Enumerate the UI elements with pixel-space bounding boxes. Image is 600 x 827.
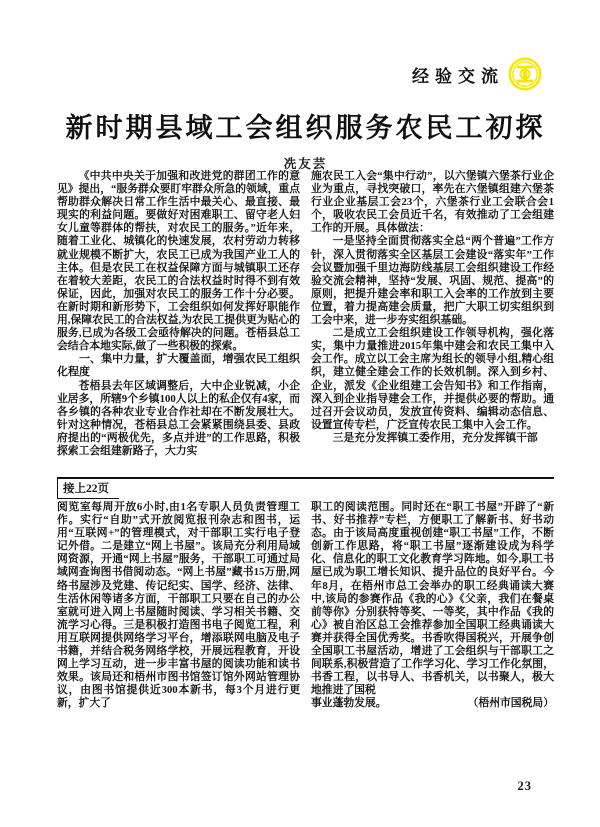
paragraph: 二是成立工会组织建设工作领导机构，强化落实，集中力量推进2015年集中建会和农民工集中入会工作。成立以工会主席为组长的领导小组,精心组织，建立健全建会工作的长效机制。深入到乡村、企业，派发《企业组建工会告知书》和工作指南，深入到企业指导建会工作，并提供必要的帮助。通过召开会议动员，发放宣传资料、编辑动态信息、设置宣传专栏，广泛宣传农民工集中入会工作。 (311, 327, 554, 431)
paragraph: 三是充分发挥镇工委作用，充分发挥镇干部 (332, 431, 538, 444)
article-title: 新时期县域工会组织服务农民工初探 (65, 113, 546, 143)
section-divider (57, 477, 554, 499)
attribution: （梧州市国税局） (467, 697, 554, 710)
page-number: 23 (517, 779, 532, 793)
union-logo-icon (508, 57, 542, 91)
continuation-right-column (311, 501, 554, 769)
title-block (57, 106, 554, 172)
paragraph: 施农民工入会“集中行动”，以六堡镇六堡茶行业企业为重点，寻找突破口，率先在六堡镇组建六堡茶行业企业基层工会23个，六堡茶行业工会联合会1个，吸收农民工会员近千名，有效推动了工会组建工作的开展。具体做法： (311, 170, 554, 235)
section-heading: 一、集中力量，扩大覆盖面，增强农民工组织化程度 (57, 353, 300, 379)
article-right-column (311, 170, 554, 476)
article-author: 冼友芸 (283, 157, 328, 171)
paragraph: 职工的阅读范围。同时还在“职工书屋”开辟了“新书、好书推荐”专栏，方便职工了解新书、好书动态。由于该局高度重视创建“职工书屋”工作，不断创新工作思路，将“职工书屋”逐渐建设成为科学化、信息化的职工文化教育学习阵地。如今,职工书屋已成为职工增长知识、提升品位的良好平台。今年8月，在梧州市总工会举办的职工经典诵读大赛中,该局的参赛作品《我的心》《父亲，我们在餐桌前等你》分别获特等奖、一等奖，其中作品《我的心》被自治区总工会推荐参加全国职工经典诵读大赛并获得全国优秀奖。书香吹得国税兴，开展争创全国职工书屋活动，增进了工会组织与干部职工之间联系,积极营造了工作学习化、学习工作化氛围，书香工程，以书导人、书香机关，以书聚人，极大地推进了国税 (311, 501, 554, 697)
page-header (412, 57, 542, 91)
article-columns (57, 170, 554, 476)
paragraph: 阅览室每周开放6小时,由1名专职人员负责管理工作。实行“自助”式开放阅览报刊杂志和图书，运用“互联网+”的管理模式，对干部职工实行电子登记外借。二是建立“网上书屋”。该局充分利用局域网资源，开通“网上书屋”服务，干部职工可通过局域网查询图书借阅动态。“网上书屋”藏书15万册,网络书屋涉及党建、传记纪实、国学、经济、法律、生活休闲等诸多方面，干部职工只要在自己的办公室就可进入网上书屋随时阅读、学习相关书籍、交流学习心得。三是积极打造图书电子阅览工程，利用互联网提供网络学习平台，增添联网电脑及电子书籍，并结合税务网络学校，开展远程教育，开设网上学习互动，进一步丰富书屋的阅读功能和读书效果。该局还和梧州市图书馆签订馆外网站管理协议，由图书馆提供近300本新书，每3个月进行更新，扩大了 (57, 501, 300, 710)
paragraph: 苍梧县去年区域调整后，大中企业锐减，小企业居多，所辖9个乡镇100人以上的私企仅有4家，而各乡镇的各种农业专业合作社却在不断发展壮大。针对这种情况，苍梧县总工会紧紧围绕县委、县政府提出的“两极优先，多点并进”的工作思路，积极探索工会组建新路子，大力实 (57, 379, 300, 457)
continuation-left-column (57, 501, 300, 769)
article-left-column (57, 170, 300, 476)
paragraph: 一是坚持全面贯彻落实全总“两个普遍”工作方针，深入贯彻落实全区基层工会建设“落实年”工作会议暨加强千里边海防线基层工会组织建设工作经验交流会精神，坚持“发展、巩固、规范、提高”的原则，把提升建会率和职工入会率的工作放到主要位置，着力提高建会质量，把广大职工切实组织到工会中来，进一步夯实组织基础。 (311, 235, 554, 327)
section-label: 经验交流 (412, 66, 504, 86)
paragraph: 《中共中央关于加强和改进党的群团工作的意见》提出，“服务群众要盯牢群众所急的领域，重点帮助群众解决日常工作生活中最关心、最直接、最现实的利益问题。要做好对困难职工、留守老人妇女儿童等群体的帮扶，对农民工的服务。”近年来，随着工业化、城镇化的快速发展，农村劳动力转移就业规模不断扩大，农民工已成为我国产业工人的主体。但是农民工在权益保障方面与城镇职工还存在着较大差距，农民工的合法权益时时得不到有效保证，因此，加强对农民工的服务工作十分必要。在新时期和新形势下，工会组织如何发挥好职能作用,保障农民工的合法权益,为农民工提供更为贴心的服务,已成为各级工会亟待解决的问题。苍梧县总工会结合本地实际,做了一些积极的探索。 (57, 170, 300, 353)
continued-from-tab: 接上22页 (57, 479, 119, 499)
closing-line (311, 697, 554, 710)
continuation-columns (57, 501, 554, 769)
closing-text: 事业蓬勃发展。 (311, 697, 387, 710)
